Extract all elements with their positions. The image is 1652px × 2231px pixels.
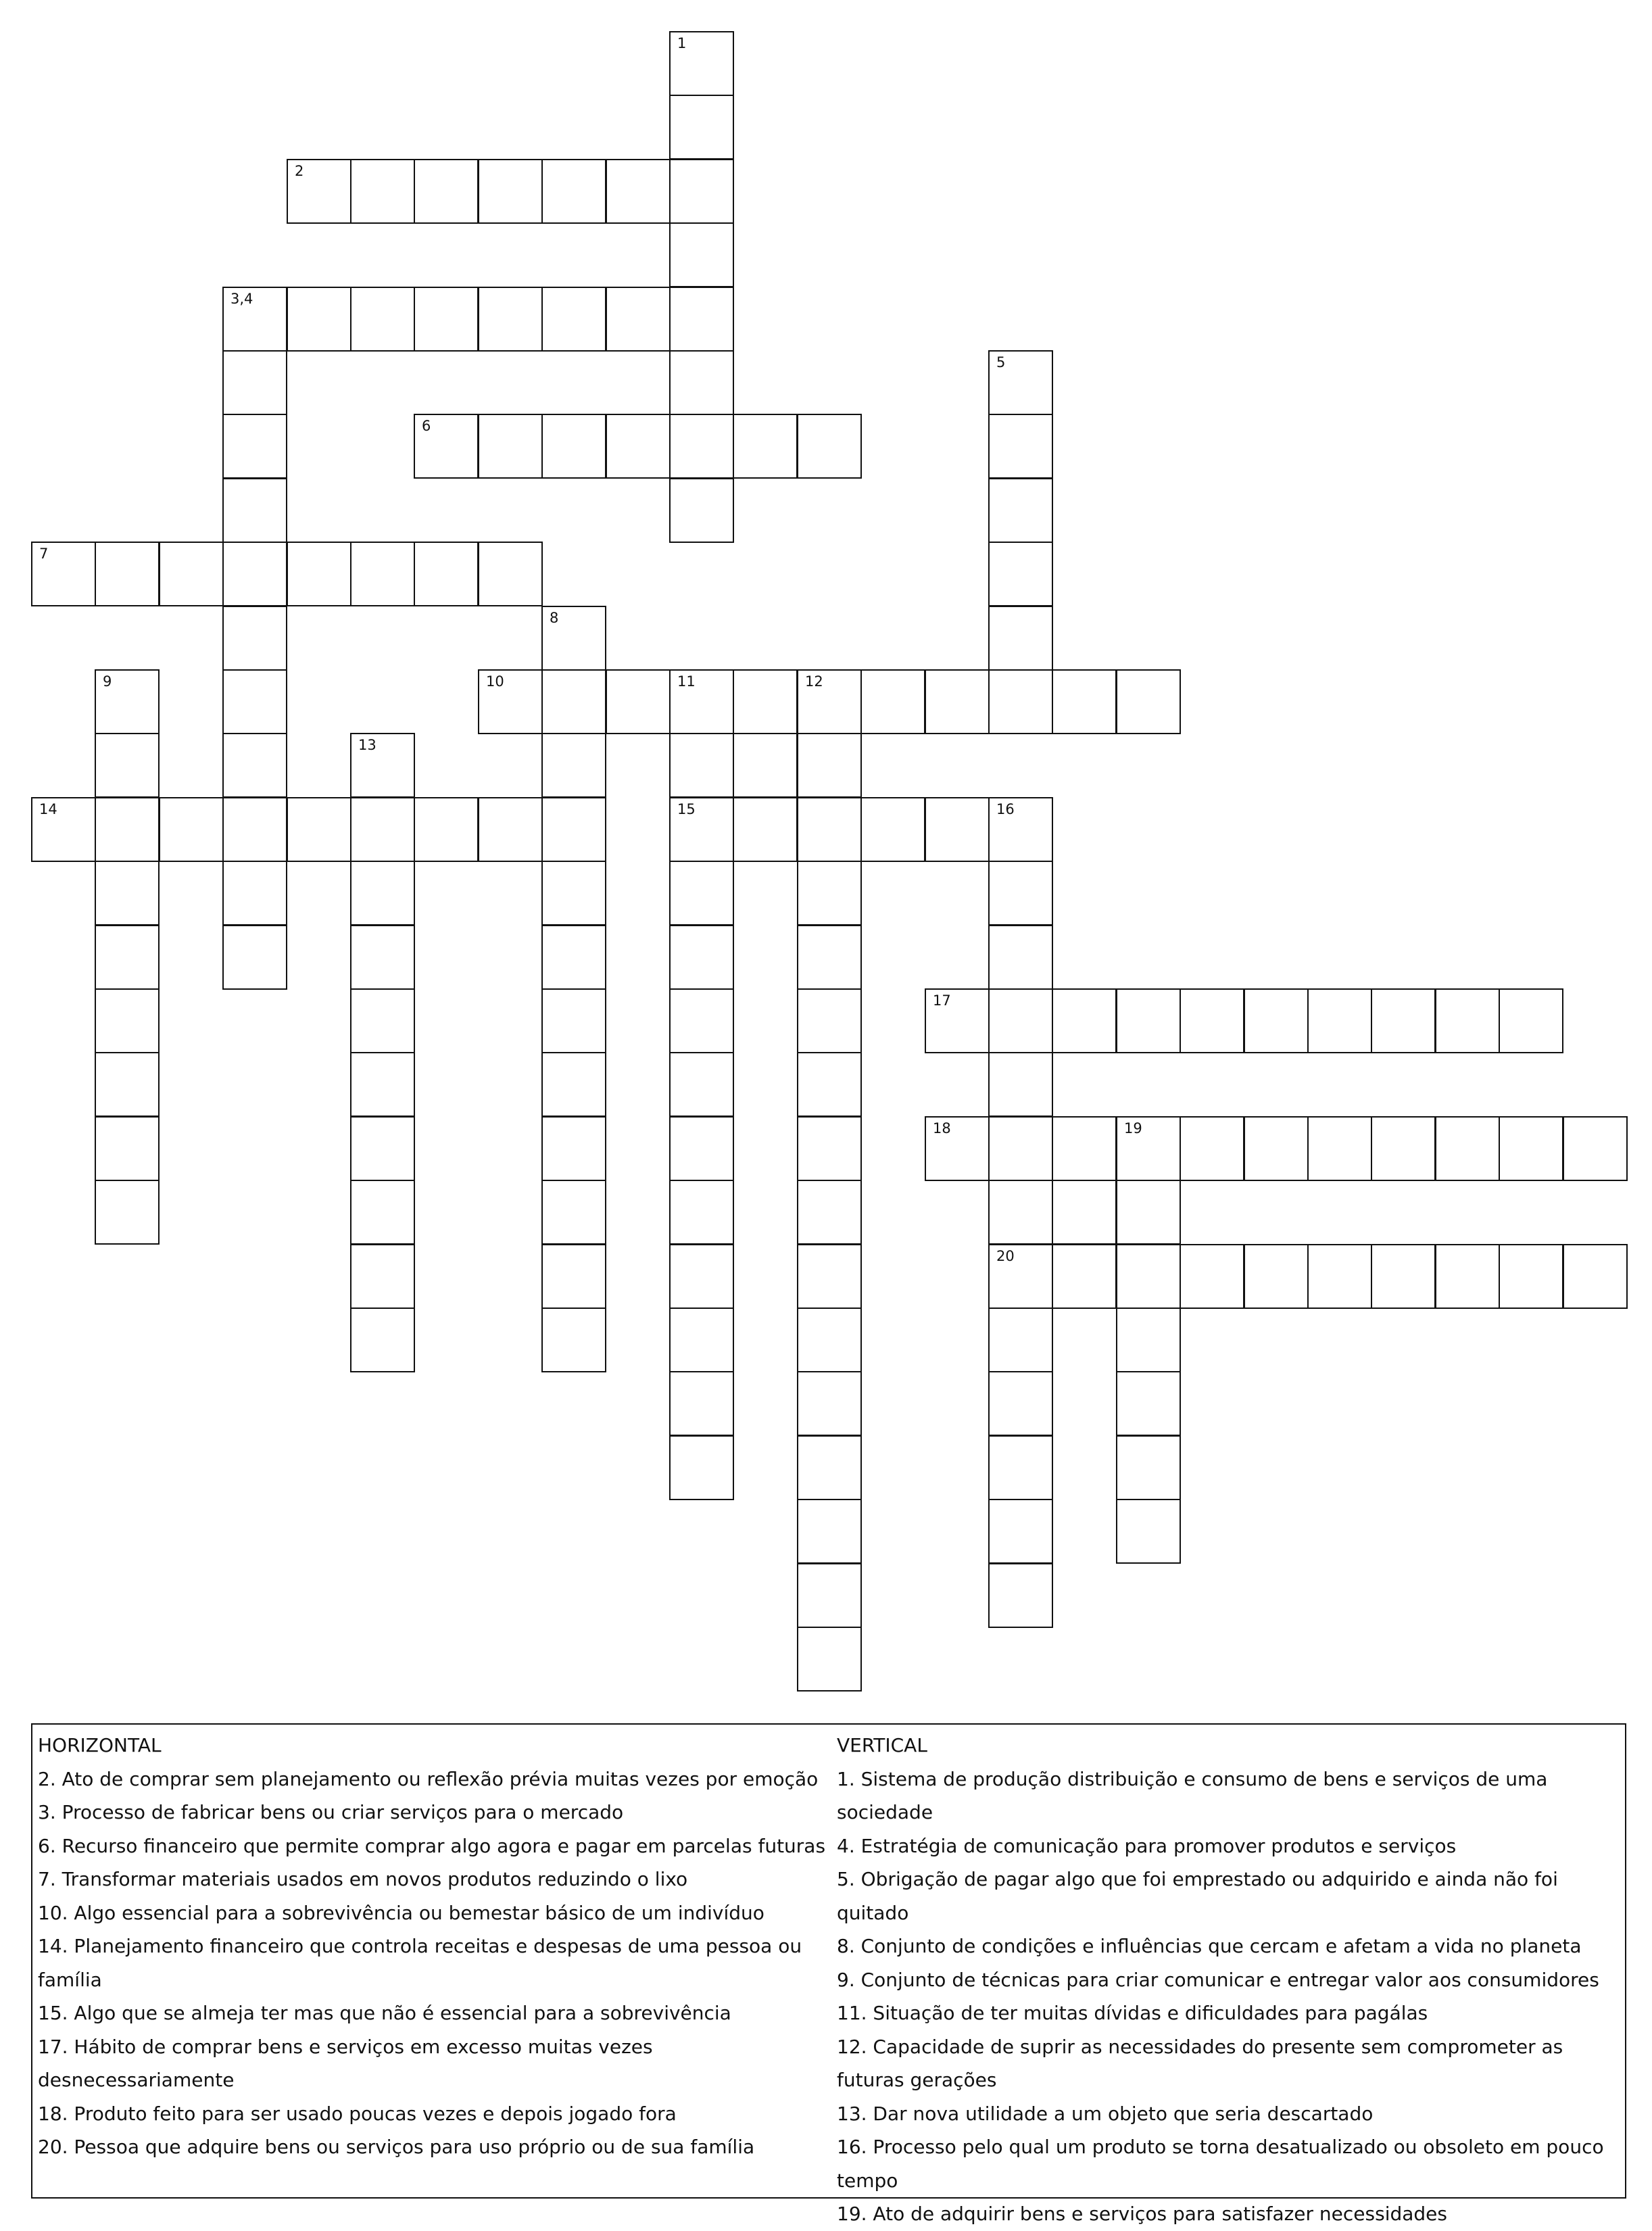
grid-cell[interactable] <box>350 925 415 990</box>
grid-cell[interactable] <box>988 669 1053 734</box>
grid-cell[interactable] <box>988 925 1053 990</box>
grid-cell[interactable] <box>797 1371 862 1436</box>
grid-cell[interactable] <box>1307 1116 1372 1181</box>
clue-h-20: 20. Pessoa que adquire bens ou serviços para uso próprio ou de sua família <box>38 2136 755 2158</box>
grid-cell[interactable] <box>797 1499 862 1564</box>
grid-cell[interactable] <box>669 1435 734 1500</box>
grid-cell[interactable] <box>222 797 287 862</box>
grid-cell[interactable] <box>1052 669 1117 734</box>
grid-cell[interactable] <box>350 1116 415 1181</box>
vertical-clues <box>837 1729 1621 2231</box>
grid-cell[interactable] <box>988 1499 1053 1564</box>
clue-h-18: 18. Produto feito para ser usado poucas vezes e depois jogado fora <box>38 2102 677 2125</box>
grid-cell[interactable] <box>988 988 1053 1053</box>
grid-cell[interactable] <box>95 925 160 990</box>
grid-cell[interactable] <box>669 861 734 926</box>
grid-cell[interactable] <box>988 861 1053 926</box>
grid-cell[interactable] <box>95 797 160 862</box>
grid-cell[interactable] <box>350 287 415 352</box>
grid-cell[interactable] <box>669 925 734 990</box>
grid-cell[interactable] <box>988 350 1053 415</box>
grid-cell[interactable] <box>733 797 798 862</box>
grid-cell[interactable] <box>669 1244 734 1309</box>
clue-h-17: 17. Hábito de comprar bens e serviços em excesso muitas vezes desnecessariamente <box>38 2035 653 2091</box>
grid-cell[interactable] <box>860 669 925 734</box>
grid-cell[interactable] <box>1371 988 1436 1053</box>
grid-cell[interactable] <box>1563 1244 1628 1309</box>
grid-cell[interactable] <box>988 1371 1053 1436</box>
grid-cell[interactable] <box>1116 669 1181 734</box>
grid-cell[interactable] <box>350 797 415 862</box>
grid-cell[interactable] <box>1180 988 1244 1053</box>
grid-cell[interactable] <box>1116 1499 1181 1564</box>
grid-cell[interactable] <box>1435 1244 1500 1309</box>
grid-cell[interactable] <box>797 1052 862 1117</box>
grid-cell[interactable] <box>988 1435 1053 1500</box>
grid-cell[interactable] <box>669 988 734 1053</box>
clue-number: 2 <box>295 163 304 179</box>
grid-cell[interactable] <box>988 1116 1053 1181</box>
grid-cell[interactable] <box>669 797 734 862</box>
grid-cell[interactable] <box>1052 1180 1117 1245</box>
clue-v-12: 12. Capacidade de suprir as necessidades do presente sem comprometer as futuras gerações <box>837 2035 1563 2091</box>
grid-cell[interactable] <box>541 988 606 1053</box>
grid-cell[interactable] <box>350 159 415 224</box>
grid-cell[interactable] <box>541 1308 606 1372</box>
grid-cell[interactable] <box>159 542 224 606</box>
clue-v-4: 4. Estratégia de comunicação para promover produtos e serviços <box>837 1834 1457 1857</box>
grid-cell[interactable] <box>414 797 479 862</box>
grid-cell[interactable] <box>95 861 160 926</box>
grid-cell[interactable] <box>159 797 224 862</box>
grid-cell[interactable] <box>669 414 734 479</box>
grid-cell[interactable] <box>669 31 734 96</box>
grid-cell[interactable] <box>606 287 671 352</box>
grid-cell[interactable] <box>350 1244 415 1309</box>
grid-cell[interactable] <box>222 606 287 671</box>
clue-number: 20 <box>996 1248 1015 1264</box>
grid-cell[interactable] <box>541 159 606 224</box>
grid-cell[interactable] <box>797 1308 862 1372</box>
horizontal-clues <box>38 1729 829 2164</box>
grid-cell[interactable] <box>478 159 543 224</box>
clue-number: 5 <box>996 354 1006 370</box>
grid-cell[interactable] <box>350 988 415 1053</box>
vertical-title: VERTICAL <box>837 1734 927 1756</box>
grid-cell[interactable] <box>1499 988 1563 1053</box>
grid-cell[interactable] <box>1371 1244 1436 1309</box>
clue-number: 1 <box>677 35 687 51</box>
clue-number: 15 <box>677 801 696 817</box>
grid-cell[interactable] <box>988 1308 1053 1372</box>
clue-v-19: 19. Ato de adquirir bens e serviços para satisfazer necessidades <box>837 2203 1447 2225</box>
grid-cell[interactable] <box>95 1116 160 1181</box>
grid-cell[interactable] <box>287 797 351 862</box>
clue-v-8: 8. Conjunto de condições e influências que cercam e afetam a vida no planeta <box>837 1935 1582 1957</box>
grid-cell[interactable] <box>988 1244 1053 1309</box>
grid-cell[interactable] <box>1307 988 1372 1053</box>
grid-cell[interactable] <box>95 733 160 798</box>
clue-v-5: 5. Obrigação de pagar algo que foi emprestado ou adquirido e ainda não foi quitado <box>837 1868 1558 1924</box>
grid-cell[interactable] <box>1116 1244 1181 1309</box>
grid-cell[interactable] <box>925 669 990 734</box>
clue-v-11: 11. Situação de ter muitas dívidas e dificuldades para pagálas <box>837 2002 1428 2024</box>
clue-h-3: 3. Processo de fabricar bens ou criar serviços para o mercado <box>38 1801 624 1823</box>
grid-cell[interactable] <box>1116 1180 1181 1245</box>
grid-cell[interactable] <box>988 478 1053 543</box>
grid-cell[interactable] <box>797 1627 862 1692</box>
grid-cell[interactable] <box>478 797 543 862</box>
grid-cell[interactable] <box>988 542 1053 606</box>
grid-cell[interactable] <box>733 414 798 479</box>
clue-v-16: 16. Processo pelo qual um produto se torna desatualizado ou obsoleto em pouco tempo <box>837 2136 1604 2192</box>
grid-cell[interactable] <box>733 669 798 734</box>
grid-cell[interactable] <box>350 542 415 606</box>
grid-cell[interactable] <box>414 414 479 479</box>
grid-cell[interactable] <box>95 1180 160 1245</box>
grid-cell[interactable] <box>606 669 671 734</box>
grid-cell[interactable] <box>669 1052 734 1117</box>
grid-cell[interactable] <box>541 797 606 862</box>
grid-cell[interactable] <box>797 1180 862 1245</box>
clue-number: 7 <box>39 546 49 562</box>
clue-number: 16 <box>996 801 1015 817</box>
grid-cell[interactable] <box>541 925 606 990</box>
grid-cell[interactable] <box>1052 988 1117 1053</box>
grid-cell[interactable] <box>31 797 96 862</box>
clue-h-15: 15. Algo que se almeja ter mas que não é essencial para a sobrevivência <box>38 2002 731 2024</box>
clue-number: 13 <box>358 737 376 753</box>
grid-cell[interactable] <box>541 1116 606 1181</box>
grid-cell[interactable] <box>1052 1116 1117 1181</box>
grid-cell[interactable] <box>606 159 671 224</box>
grid-cell[interactable] <box>1307 1244 1372 1309</box>
grid-cell[interactable] <box>222 478 287 543</box>
clue-number: 6 <box>422 418 431 434</box>
grid-cell[interactable] <box>222 414 287 479</box>
grid-cell[interactable] <box>797 861 862 926</box>
grid-cell[interactable] <box>669 1116 734 1181</box>
grid-cell[interactable] <box>1435 988 1500 1053</box>
grid-cell[interactable] <box>222 733 287 798</box>
grid-cell[interactable] <box>31 542 96 606</box>
clue-number: 18 <box>933 1120 951 1136</box>
grid-cell[interactable] <box>1116 1371 1181 1436</box>
clue-h-10: 10. Algo essencial para a sobrevivência ou bemestar básico de um indivíduo <box>38 1901 764 1924</box>
clue-number: 19 <box>1124 1120 1142 1136</box>
horizontal-title: HORIZONTAL <box>38 1734 162 1756</box>
grid-cell[interactable] <box>95 988 160 1053</box>
grid-cell[interactable] <box>669 287 734 352</box>
grid-cell[interactable] <box>925 1116 990 1181</box>
grid-cell[interactable] <box>414 287 479 352</box>
grid-cell[interactable] <box>797 669 862 734</box>
clue-number: 8 <box>550 610 559 626</box>
grid-cell[interactable] <box>1499 1116 1563 1181</box>
grid-cell[interactable] <box>797 414 862 479</box>
grid-cell[interactable] <box>541 733 606 798</box>
grid-cell[interactable] <box>478 669 543 734</box>
grid-cell[interactable] <box>350 1052 415 1117</box>
grid-cell[interactable] <box>797 1116 862 1181</box>
grid-cell[interactable] <box>988 1563 1053 1628</box>
grid-cell[interactable] <box>541 414 606 479</box>
grid-cell[interactable] <box>541 287 606 352</box>
clue-h-7: 7. Transformar materiais usados em novos produtos reduzindo o lixo <box>38 1868 688 1890</box>
grid-cell[interactable] <box>95 542 160 606</box>
grid-cell[interactable] <box>797 988 862 1053</box>
grid-cell[interactable] <box>541 861 606 926</box>
grid-cell[interactable] <box>222 542 287 606</box>
grid-cell[interactable] <box>797 1435 862 1500</box>
grid-cell[interactable] <box>1180 1244 1244 1309</box>
grid-cell[interactable] <box>988 797 1053 862</box>
clue-number: 11 <box>677 673 696 690</box>
grid-cell[interactable] <box>669 159 734 224</box>
grid-cell[interactable] <box>1116 1308 1181 1372</box>
grid-cell[interactable] <box>1244 1116 1309 1181</box>
grid-cell[interactable] <box>95 669 160 734</box>
grid-cell[interactable] <box>1499 1244 1563 1309</box>
grid-cell[interactable] <box>797 797 862 862</box>
grid-cell[interactable] <box>1116 988 1181 1053</box>
grid-cell[interactable] <box>988 1052 1053 1117</box>
grid-cell[interactable] <box>350 1180 415 1245</box>
grid-cell[interactable] <box>414 159 479 224</box>
grid-cell[interactable] <box>350 1308 415 1372</box>
grid-cell[interactable] <box>925 988 990 1053</box>
grid-cell[interactable] <box>1052 1244 1117 1309</box>
grid-cell[interactable] <box>1116 1435 1181 1500</box>
grid-cell[interactable] <box>222 925 287 990</box>
grid-cell[interactable] <box>797 925 862 990</box>
grid-cell[interactable] <box>669 350 734 415</box>
clue-number: 3,4 <box>230 291 253 307</box>
grid-cell[interactable] <box>860 797 925 862</box>
clue-v-13: 13. Dar nova utilidade a um objeto que seria descartado <box>837 2102 1374 2125</box>
grid-cell[interactable] <box>669 222 734 287</box>
clue-number: 9 <box>103 673 112 690</box>
grid-cell[interactable] <box>669 95 734 160</box>
grid-cell[interactable] <box>1116 1116 1181 1181</box>
clue-h-2: 2. Ato de comprar sem planejamento ou reflexão prévia muitas vezes por emoção <box>38 1767 819 1790</box>
grid-cell[interactable] <box>222 350 287 415</box>
grid-cell[interactable] <box>541 669 606 734</box>
grid-cell[interactable] <box>669 478 734 543</box>
grid-cell[interactable] <box>287 542 351 606</box>
grid-cell[interactable] <box>287 159 351 224</box>
grid-cell[interactable] <box>669 1180 734 1245</box>
clue-v-1: 1. Sistema de produção distribuição e consumo de bens e serviços de uma sociedade <box>837 1767 1548 1823</box>
grid-cell[interactable] <box>541 1244 606 1309</box>
grid-cell[interactable] <box>541 606 606 671</box>
grid-cell[interactable] <box>222 287 287 352</box>
clues-box <box>31 1723 1626 2225</box>
clue-number: 10 <box>486 673 504 690</box>
grid-cell[interactable] <box>1435 1116 1500 1181</box>
clue-v-9: 9. Conjunto de técnicas para criar comunicar e entregar valor aos consumidores <box>837 1968 1599 1991</box>
grid-cell[interactable] <box>669 1308 734 1372</box>
grid-cell[interactable] <box>988 1180 1053 1245</box>
grid-cell[interactable] <box>478 414 543 479</box>
grid-cell[interactable] <box>1244 988 1309 1053</box>
clue-number: 17 <box>933 992 951 1009</box>
grid-cell[interactable] <box>988 606 1053 671</box>
grid-cell[interactable] <box>669 1371 734 1436</box>
grid-cell[interactable] <box>478 542 543 606</box>
grid-cell[interactable] <box>733 733 798 798</box>
grid-cell[interactable] <box>1371 1116 1436 1181</box>
grid-cell[interactable] <box>1180 1116 1244 1181</box>
clue-h-6: 6. Recurso financeiro que permite comprar algo agora e pagar em parcelas futuras <box>38 1834 826 1857</box>
grid-cell[interactable] <box>1563 1116 1628 1181</box>
grid-cell[interactable] <box>478 287 543 352</box>
grid-cell[interactable] <box>222 669 287 734</box>
grid-cell[interactable] <box>988 414 1053 479</box>
clue-number: 12 <box>805 673 823 690</box>
grid-cell[interactable] <box>222 861 287 926</box>
grid-cell[interactable] <box>541 1180 606 1245</box>
grid-cell[interactable] <box>95 1052 160 1117</box>
grid-cell[interactable] <box>797 1563 862 1628</box>
grid-cell[interactable] <box>797 1244 862 1309</box>
grid-cell[interactable] <box>669 669 734 734</box>
grid-cell[interactable] <box>541 1052 606 1117</box>
grid-cell[interactable] <box>925 797 990 862</box>
grid-cell[interactable] <box>350 861 415 926</box>
grid-cell[interactable] <box>797 733 862 798</box>
grid-cell[interactable] <box>1244 1244 1309 1309</box>
clue-number: 14 <box>39 801 57 817</box>
grid-cell[interactable] <box>350 733 415 798</box>
grid-cell[interactable] <box>606 414 671 479</box>
grid-cell[interactable] <box>669 733 734 798</box>
clue-h-14: 14. Planejamento financeiro que controla receitas e despesas de uma pessoa ou família <box>38 1935 802 1991</box>
grid-cell[interactable] <box>287 287 351 352</box>
grid-cell[interactable] <box>414 542 479 606</box>
